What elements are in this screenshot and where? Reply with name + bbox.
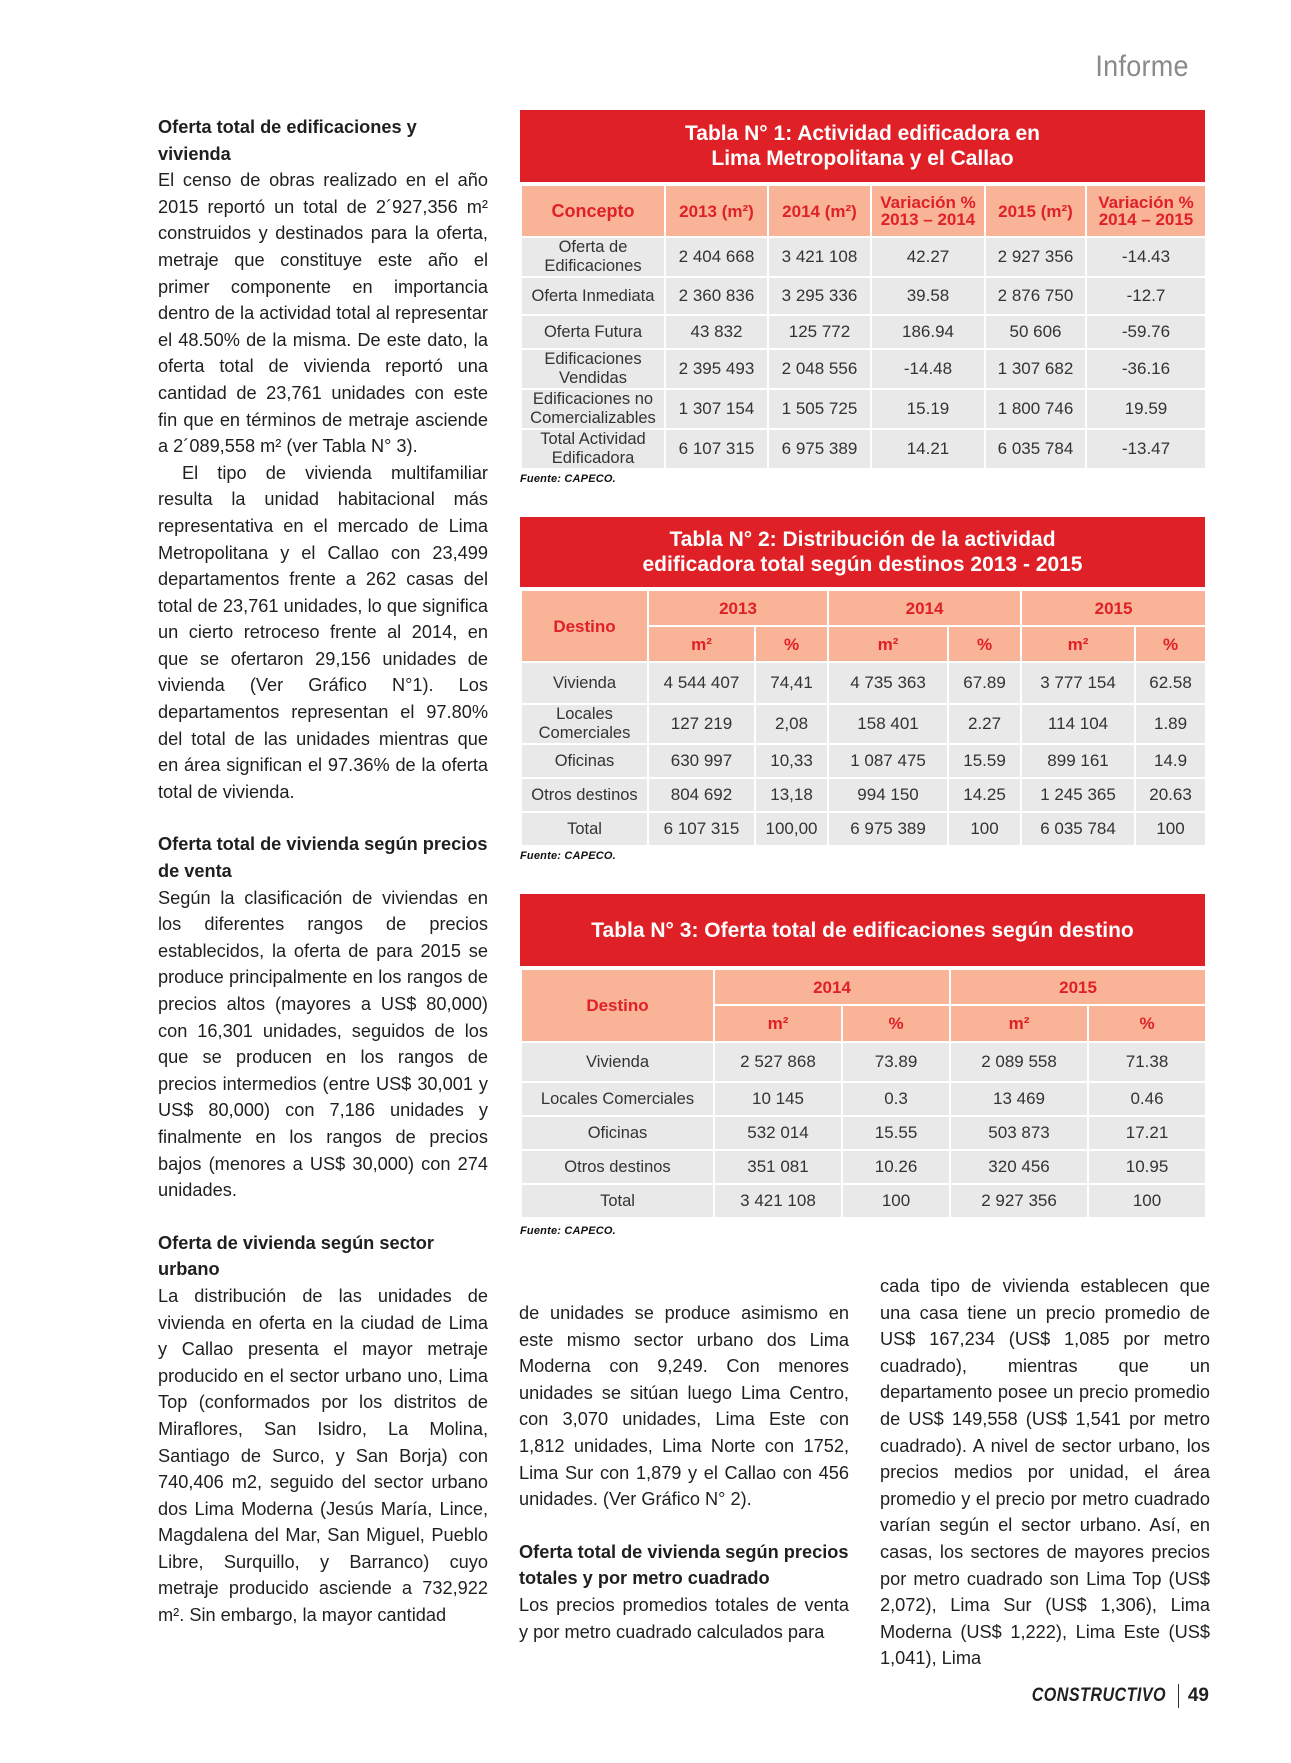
row-label: Oficinas bbox=[521, 1116, 714, 1150]
table-cell: 503 873 bbox=[950, 1116, 1088, 1150]
magazine-name: CONSTRUCTIVO bbox=[1031, 1685, 1166, 1706]
table-3 bbox=[520, 894, 1205, 1237]
table-1-header-cell: Variación % 2013 – 2014 bbox=[871, 185, 985, 237]
table-row bbox=[521, 277, 1206, 315]
table-cell: 630 997 bbox=[648, 744, 755, 778]
heading-sector-urbano: Oferta de vivienda según sector urbano bbox=[158, 1232, 434, 1280]
table-row bbox=[521, 744, 1206, 778]
table-1 bbox=[520, 110, 1205, 485]
row-label: Edificaciones Vendidas bbox=[521, 349, 665, 389]
table-cell: 67.89 bbox=[948, 662, 1021, 704]
table-cell: -14.43 bbox=[1086, 237, 1206, 277]
table-cell: 804 692 bbox=[648, 778, 755, 812]
table-cell: 100 bbox=[842, 1184, 950, 1218]
table-cell: 13,18 bbox=[755, 778, 828, 812]
table-cell: 14.25 bbox=[948, 778, 1021, 812]
table-cell: 74,41 bbox=[755, 662, 828, 704]
table-cell: 17.21 bbox=[1088, 1116, 1206, 1150]
table-row bbox=[521, 1184, 1206, 1218]
table-cell: 2 395 493 bbox=[665, 349, 768, 389]
paragraph: La distribución de las unidades de vivienda en oferta en la ciudad de Lima y Callao presenta el mayor metraje producido en el sector urbano uno, Lima Top (conformados por los distritos de Miraflores, San Isidro, La Molina, Santiago de Surco, y San Borja) con 740,406 m2, seguido del sector urbano dos Lima Moderna (Jesús María, Lince, Magdalena del Mar, San Miguel, Pueblo Libre, Surquillo, y Barranco) cuyo metraje producido asciende a 732,922 m². Sin embargo, la mayor cantidad bbox=[158, 1285, 488, 1626]
row-label: Oficinas bbox=[521, 744, 648, 778]
table-cell: 6 035 784 bbox=[985, 429, 1086, 469]
row-label: Locales Comerciales bbox=[521, 1082, 714, 1116]
middle-column bbox=[519, 1300, 849, 1645]
sub-header: % bbox=[755, 626, 828, 662]
table-cell: 14.9 bbox=[1135, 744, 1206, 778]
sub-header: m² bbox=[1021, 626, 1135, 662]
right-column bbox=[880, 1273, 1210, 1672]
year-header: 2015 bbox=[950, 969, 1206, 1005]
table-row bbox=[521, 778, 1206, 812]
year-header: 2015 bbox=[1021, 590, 1206, 626]
table-row bbox=[521, 1150, 1206, 1184]
table-cell: 127 219 bbox=[648, 704, 755, 744]
table-cell: 71.38 bbox=[1088, 1042, 1206, 1082]
table-row bbox=[521, 1042, 1206, 1082]
table-cell: 6 107 315 bbox=[665, 429, 768, 469]
paragraph: El tipo de vivienda multifamiliar resulta la unidad habitacional más representativa en el mercado de Lima Metropolitana y el Callao con 23,499 departamentos frente a 262 casas del total de 23,761 unidades, lo que significa un cierto retroceso frente al 2014, en que se ofertaron 29,156 unidades de vivienda (Ver Gráfico N°1). Los departamentos representan el 97.80% del total de las unidades mientras que en área significan el 97.36% de la oferta total de vivienda. bbox=[158, 462, 488, 802]
table-cell: -13.47 bbox=[1086, 429, 1206, 469]
table-cell: 899 161 bbox=[1021, 744, 1135, 778]
paragraph: Según la clasificación de viviendas en los diferentes rangos de precios establecidos, la oferta de para 2015 se produce principalmente en los rangos de precios altos (mayores a US$ 80,000) con 16,301 unidades, seguidos de los que se producen en los rangos de precios intermedios (entre US$ 30,001 y US$ 80,000) con 7,186 unidades y finalmente en los rangos de precios bajos (menores a US$ 30,000) con 274 unidades. bbox=[158, 887, 488, 1201]
paragraph: El censo de obras realizado en el año 2015 reportó un total de 2´927,356 m² construidos y destinados para la oferta, metraje que constituye este año el primer componente en importancia dentro de la actividad total al representar el 48.50% de la misma. De este dato, la oferta total de vivienda reportó una cantidad de 23,761 unidades con este fin que en términos de metraje asciende a 2´089,558 m² (ver Tabla N° 3). bbox=[158, 170, 488, 457]
row-label: Otros destinos bbox=[521, 778, 648, 812]
table-2-grid bbox=[520, 589, 1207, 847]
table-cell: 13 469 bbox=[950, 1082, 1088, 1116]
row-label: Vivienda bbox=[521, 1042, 714, 1082]
paragraph: cada tipo de vivienda establecen que una casa tiene un precio promedio de US$ 167,234 (US$ 1,085 por metro cuadrado), mientras que un departamento posee un precio promedio de US$ 149,558 (US$ 1,541 por metro cuadrado). A nivel de sector urbano, los precios medios por unidad, el área promedio y el precio por metro cuadrado varían según el sector urbano. Así, en casas, los sectores de mayores precios por metro cuadrado son Lima Top (US$ 2,072), Lima Sur (US$ 1,306), Lima Moderna (US$ 1,222), Lima Este (US$ 1,041), Lima bbox=[880, 1276, 1210, 1669]
row-label: Edificaciones no Comercializables bbox=[521, 389, 665, 429]
table-cell: 1 307 154 bbox=[665, 389, 768, 429]
table-row bbox=[521, 389, 1206, 429]
table-cell: 2 927 356 bbox=[950, 1184, 1088, 1218]
table-cell: 3 777 154 bbox=[1021, 662, 1135, 704]
table-row bbox=[521, 315, 1206, 349]
table-1-source: Fuente: CAPECO. bbox=[520, 473, 616, 485]
table-cell: 100 bbox=[1135, 812, 1206, 846]
table-cell: 43 832 bbox=[665, 315, 768, 349]
table-1-header-cell: 2013 (m²) bbox=[665, 185, 768, 237]
table-row bbox=[521, 1082, 1206, 1116]
table-cell: 39.58 bbox=[871, 277, 985, 315]
heading-oferta-total: Oferta total de edificaciones y vivienda bbox=[158, 117, 417, 164]
table-cell: 114 104 bbox=[1021, 704, 1135, 744]
table-cell: 19.59 bbox=[1086, 389, 1206, 429]
sub-header: m² bbox=[648, 626, 755, 662]
heading-precios-venta: Oferta total de vivienda según precios de venta bbox=[158, 834, 488, 882]
table-cell: 0.3 bbox=[842, 1082, 950, 1116]
table-cell: 186.94 bbox=[871, 315, 985, 349]
table-cell: 1.89 bbox=[1135, 704, 1206, 744]
row-label: Total bbox=[521, 1184, 714, 1218]
table-row bbox=[521, 1116, 1206, 1150]
table-1-header-cell: 2015 (m²) bbox=[985, 185, 1086, 237]
table-cell: 3 295 336 bbox=[768, 277, 871, 315]
paragraph: Los precios promedios totales de venta y por metro cuadrado calculados para bbox=[519, 1594, 849, 1642]
table-cell: 2 927 356 bbox=[985, 237, 1086, 277]
table-cell: 2 527 868 bbox=[714, 1042, 842, 1082]
table-cell: 125 772 bbox=[768, 315, 871, 349]
table-cell: 6 035 784 bbox=[1021, 812, 1135, 846]
table-3-grid bbox=[520, 968, 1207, 1219]
table-cell: 4 544 407 bbox=[648, 662, 755, 704]
row-label: Total Actividad Edificadora bbox=[521, 429, 665, 469]
table-cell: 320 456 bbox=[950, 1150, 1088, 1184]
table-row bbox=[521, 704, 1206, 744]
sub-header: m² bbox=[828, 626, 948, 662]
table-cell: 532 014 bbox=[714, 1116, 842, 1150]
sub-header: m² bbox=[950, 1005, 1088, 1042]
table-cell: 73.89 bbox=[842, 1042, 950, 1082]
table-cell: 6 107 315 bbox=[648, 812, 755, 846]
sub-header: % bbox=[1135, 626, 1206, 662]
table-cell: 2,08 bbox=[755, 704, 828, 744]
row-label: Otros destinos bbox=[521, 1150, 714, 1184]
table-cell: 20.63 bbox=[1135, 778, 1206, 812]
table-cell: -12.7 bbox=[1086, 277, 1206, 315]
row-label: Locales Comerciales bbox=[521, 704, 648, 744]
table-cell: 6 975 389 bbox=[768, 429, 871, 469]
table-cell: 1 087 475 bbox=[828, 744, 948, 778]
table-cell: 1 800 746 bbox=[985, 389, 1086, 429]
table-cell: 3 421 108 bbox=[768, 237, 871, 277]
section-label: Informe bbox=[1095, 50, 1189, 83]
table-cell: 15.19 bbox=[871, 389, 985, 429]
page-footer bbox=[1008, 1684, 1209, 1708]
table-cell: 10 145 bbox=[714, 1082, 842, 1116]
table-row bbox=[521, 349, 1206, 389]
page-number: 49 bbox=[1187, 1685, 1209, 1706]
row-label: Total bbox=[521, 812, 648, 846]
year-header: 2014 bbox=[714, 969, 950, 1005]
year-header: 2013 bbox=[648, 590, 828, 626]
table-1-title: Tabla N° 1: Actividad edificadora en Lima Metropolitana y el Callao bbox=[520, 110, 1205, 184]
table-1-grid bbox=[520, 184, 1207, 470]
table-row bbox=[521, 429, 1206, 469]
row-label: Oferta Inmediata bbox=[521, 277, 665, 315]
table-cell: 1 307 682 bbox=[985, 349, 1086, 389]
table-3-title: Tabla N° 3: Oferta total de edificaciones según destino bbox=[520, 894, 1205, 968]
table-cell: 3 421 108 bbox=[714, 1184, 842, 1218]
heading-precios-totales: Oferta total de vivienda según precios totales y por metro cuadrado bbox=[519, 1541, 849, 1589]
table-cell: 100 bbox=[948, 812, 1021, 846]
table-2-source: Fuente: CAPECO. bbox=[520, 850, 616, 862]
table-cell: 100 bbox=[1088, 1184, 1206, 1218]
paragraph: de unidades se produce asimismo en este mismo sector urbano dos Lima Moderna con 9,249. Con menores unidades se sitúan luego Lima Centro, con 3,070 unidades, Lima Este con 1,812 unidades, Lima Norte con 1752, Lima Sur con 1,879 y el Callao con 456 unidades. (Ver Gráfico N° 2). bbox=[519, 1303, 849, 1510]
table-2-title: Tabla N° 2: Distribución de la actividad edificadora total según destinos 2013 - 2015 bbox=[520, 517, 1205, 589]
footer-divider bbox=[1178, 1684, 1179, 1708]
table-1-header-cell: Variación % 2014 – 2015 bbox=[1086, 185, 1206, 237]
table-cell: 42.27 bbox=[871, 237, 985, 277]
table-cell: 50 606 bbox=[985, 315, 1086, 349]
table-1-header-cell: 2014 (m²) bbox=[768, 185, 871, 237]
sub-header: % bbox=[948, 626, 1021, 662]
table-cell: 1 245 365 bbox=[1021, 778, 1135, 812]
left-column bbox=[158, 114, 488, 1629]
destino-header: Destino bbox=[521, 590, 648, 662]
table-1-header-cell: Concepto bbox=[521, 185, 665, 237]
table-cell: 2 404 668 bbox=[665, 237, 768, 277]
table-cell: 6 975 389 bbox=[828, 812, 948, 846]
row-label: Vivienda bbox=[521, 662, 648, 704]
table-cell: 1 505 725 bbox=[768, 389, 871, 429]
table-cell: -36.16 bbox=[1086, 349, 1206, 389]
table-cell: 100,00 bbox=[755, 812, 828, 846]
table-cell: -59.76 bbox=[1086, 315, 1206, 349]
table-cell: 14.21 bbox=[871, 429, 985, 469]
year-header: 2014 bbox=[828, 590, 1021, 626]
table-cell: 2 360 836 bbox=[665, 277, 768, 315]
table-cell: 4 735 363 bbox=[828, 662, 948, 704]
row-label: Oferta de Edificaciones bbox=[521, 237, 665, 277]
row-label: Oferta Futura bbox=[521, 315, 665, 349]
table-row bbox=[521, 812, 1206, 846]
table-2 bbox=[520, 517, 1205, 862]
table-cell: 62.58 bbox=[1135, 662, 1206, 704]
table-cell: 15.55 bbox=[842, 1116, 950, 1150]
table-cell: -14.48 bbox=[871, 349, 985, 389]
table-cell: 0.46 bbox=[1088, 1082, 1206, 1116]
table-cell: 158 401 bbox=[828, 704, 948, 744]
table-cell: 2 089 558 bbox=[950, 1042, 1088, 1082]
table-3-source: Fuente: CAPECO. bbox=[520, 1225, 616, 1237]
sub-header: % bbox=[1088, 1005, 1206, 1042]
table-row bbox=[521, 237, 1206, 277]
table-row bbox=[521, 662, 1206, 704]
table-cell: 2 876 750 bbox=[985, 277, 1086, 315]
table-cell: 994 150 bbox=[828, 778, 948, 812]
table-cell: 10.26 bbox=[842, 1150, 950, 1184]
table-cell: 10.95 bbox=[1088, 1150, 1206, 1184]
sub-header: % bbox=[842, 1005, 950, 1042]
table-cell: 15.59 bbox=[948, 744, 1021, 778]
table-cell: 351 081 bbox=[714, 1150, 842, 1184]
sub-header: m² bbox=[714, 1005, 842, 1042]
destino-header: Destino bbox=[521, 969, 714, 1042]
table-cell: 2.27 bbox=[948, 704, 1021, 744]
table-cell: 10,33 bbox=[755, 744, 828, 778]
table-cell: 2 048 556 bbox=[768, 349, 871, 389]
